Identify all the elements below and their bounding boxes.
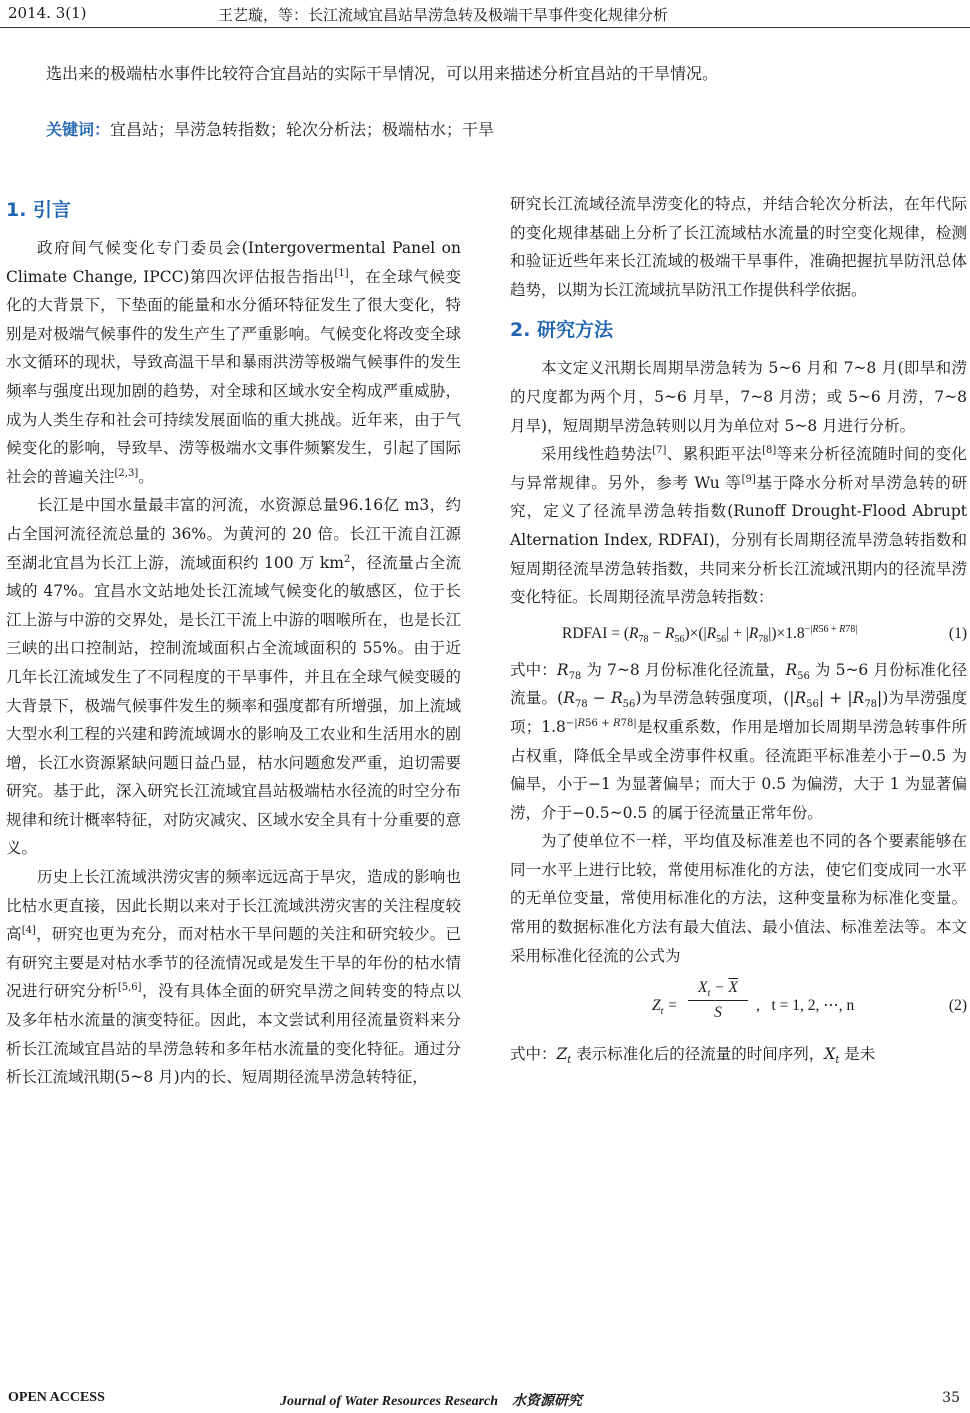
intro-paragraph-2: 长江是中国水量最丰富的河流，水资源总量96.16亿 m3，约占全国河流径流总量的 36%。为黄河的 20 倍。长江干流自江源至湖北宜昌为长江上游，流域面积约 100 万 $km^2$，径流量占全流域的 47%。宜昌水文站地处长江流域气候变化的敏感区，位于长江上游与中游的交界处，是长江干流上中游的咽喉所在，也是长江三峡的出口控制站，控制流域面积占全流域面积的 55%。由于近几年长江流域发生了不同程度的干旱事件，并且在全球气候变暖的大背景下，极端气候事件发生的频率和强度都有所增强，加上流域大型水利工程的兴建和跨流域调水的影响及工农业和生活用水的剧增，长江水资源紧缺问题日益凸显，枯水问题愈发严重，迫切需要研究。基于此，深入研究长江流域宜昌站极端枯水径流的时空分布规律和统计概率特征，对防灾减灾、区域水安全具有十分重要的意义。 <box>6 496 461 858</box>
equation-number: (1) <box>948 624 967 642</box>
equation-2: $Z_t$ = $\frac{X_t - \overline{X}}{S}$ , t = 1, 2, ⋯, n (2) <box>510 970 967 1040</box>
equation-number: (2) <box>948 997 967 1015</box>
citation[interactable]: [2,3] <box>114 467 139 479</box>
page-footer <box>0 1386 970 1413</box>
running-title: 王艺璇，等：长江流域宜昌站旱涝急转及极端干旱事件变化规律分析 <box>218 6 669 24</box>
citation[interactable]: [1] <box>334 267 349 279</box>
citation[interactable]: [9] <box>741 473 756 485</box>
keywords-label: 关键词： <box>46 120 111 139</box>
abstract-tail: 选出来的极端枯水事件比较符合宜昌站的实际干旱情况，可以用来描述分析宜昌站的干旱情况。 <box>46 64 719 83</box>
keywords-text: 宜昌站；旱涝急转指数；轮次分析法；极端枯水；干旱 <box>110 120 495 139</box>
open-access-label: OPEN ACCESS <box>8 1390 105 1405</box>
methods-paragraph-3: 式中：$R_{78}$ 为 7~8 月份标准化径流量，$R_{56}$ 为 5~6 月份标准化径流量。$(R_{78} - R_{56})$为旱涝急转强度项，$(|R_{56}| + |R_{78}|)$为旱涝强度项；$1.8^{-|R56 + R78|}$是权重系数，作用是增加长周期旱涝急转事件所占权重，降低全旱或全涝事件权重。径流距平标准差小于−0.5 为偏旱，小于−1 为显著偏旱；而大于 0.5 为偏涝，大于 1 为显著偏涝，介于−0.5~0.5 的属于径流量正常年份。 <box>510 660 967 822</box>
section-title-methods: 2. 研究方法 <box>510 319 614 342</box>
journal-name: Journal of Water Resources Research 水资源研究 <box>280 1394 583 1409</box>
methods-paragraph-4: 为了使单位不一样，平均值及标准差也不同的各个要素能够在同一水平上进行比较，常使用标准化的方法，使它们变成同一水平的无单位变量，常使用标准化的方法，这种变量称为标准化变量。常用的数据标准化方法有最大值法、最小值法、标准差法等。本文采用标准化径流的公式为 <box>510 832 967 965</box>
intro-paragraph-1: 政府间气候变化专门委员会(Intergovermental Panel on Climate Change, IPCC)第四次评估报告指出[1]，在全球气候变化的大背景下，下垫面的能量和水分循环特征发生了很大变化，特别是对极端气候事件的发生产生了严重影响。气候变化将改变全球水文循环的现状，导致高温干旱和暴雨洪涝等极端气候事件的发生频率与强度出现加剧的趋势，对全球和区域水安全构成严重威胁，成为人类生存和社会可持续发展面临的重大挑战。近年来，由于气候变化的影响，导致旱、涝等极端水文事件频繁发生，引起了国际社会的普遍关注[2,3]。 <box>6 239 461 486</box>
citation[interactable]: [8] <box>762 445 777 456</box>
page-number: 35 <box>942 1390 960 1406</box>
left-column <box>6 190 461 1092</box>
keywords <box>46 118 946 142</box>
citation[interactable]: [7] <box>652 445 667 456</box>
methods-paragraph-1: 本文定义汛期长周期旱涝急转为 5~6 月和 7~8 月(即旱和涝的尺度都为两个月，5~6 月旱，7~8 月涝；或 5~6 月涝，7~8 月旱)，短周期旱涝急转则以月为单位对 5~8 月进行分析。 <box>510 359 967 435</box>
section-title-intro: 1. 引言 <box>6 199 72 221</box>
intro-paragraph-3-cont: 研究长江流域径流旱涝变化的特点，并结合轮次分析法，在年代际的变化规律基础上分析了长江流域枯水流量的时空变化规律，检测和验证近些年来长江流域的极端干旱事件，准确把握抗旱防汛总体趋势，以期为长江流域抗旱防汛工作提供科学依据。 <box>510 195 967 299</box>
header-rule <box>0 27 970 28</box>
page-header <box>0 0 970 30</box>
volume-issue: 2014. 3(1) <box>8 4 87 22</box>
methods-paragraph-5: 式中：$Z_t$ 表示标准化后的径流量的时间序列，$X_t$ 是未 <box>510 1045 876 1067</box>
citation[interactable]: [4] <box>21 925 36 937</box>
intro-paragraph-3: 历史上长江流域洪涝灾害的频率远远高于旱灾，造成的影响也比枯水更直接，因此长期以来对于长江流域洪涝灾害的关注程度较高[4]，研究也更为充分，而对枯水干旱问题的关注和研究较少。已有研究主要是对枯水季节的径流情况或是发生干旱的年份的枯水情况进行研究分析[5,6]，没有具体全面的研究旱涝之间转变的特点以及多年枯水流量的演变特征。因此，本文尝试利用径流量资料来分析长江流域宜昌站的旱涝急转和多年枯水流量的变化特征。通过分析长江流域汛期(5~8 月)内的长、短周期径流旱涝急转特征， <box>6 868 461 1087</box>
equation-1: RDFAI = $(R_{78} - R_{56})\times(|R_{56}| + |R_{78}|)\times 1.8^{-|R56 + R78|}$ (1) <box>510 612 967 656</box>
methods-paragraph-2: 采用线性趋势法[7]、累积距平法[8]等来分析径流随时间的变化与异常规律。另外，参考 Wu 等[9]基于降水分析对旱涝急转的研究，定义了径流旱涝急转指数(Runoff Drought-Flood Abrupt Alternation Index, RDFAI)，分别有长周期径流旱涝急转指数和短周期径流旱涝急转指数，共同来分析长江流域汛期内的径流旱涝变化特征。长周期径流旱涝急转指数： <box>510 445 967 607</box>
right-column <box>510 190 967 1069</box>
citation[interactable]: [5,6] <box>117 982 142 994</box>
